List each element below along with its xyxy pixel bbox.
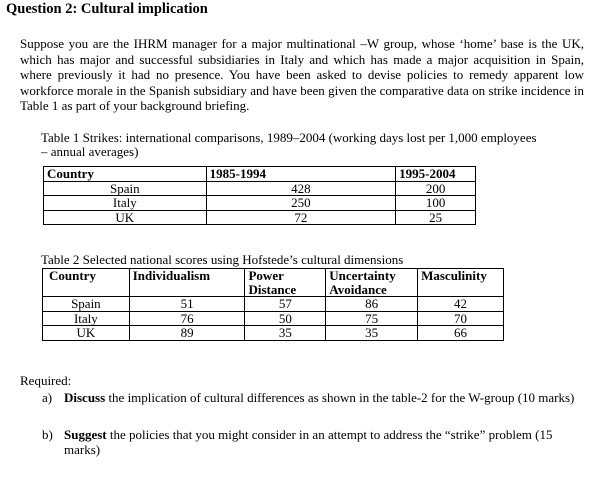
column-header (245, 269, 326, 297)
question-heading: Question 2: Cultural implication (6, 1, 208, 17)
required-label: Required: (20, 373, 72, 388)
column-header: Country (44, 167, 207, 182)
value-cell: 200 (396, 181, 476, 196)
item-verb: Discuss (64, 390, 106, 405)
column-header-line: Power (248, 268, 284, 283)
value-cell: 86 (326, 297, 418, 312)
value-cell: 70 (418, 311, 504, 326)
country-cell: Italy (44, 196, 207, 211)
value-cell: 50 (245, 311, 326, 326)
value-cell: 100 (396, 196, 476, 211)
country-cell: UK (44, 210, 207, 225)
column-header: 1985-1994 (206, 167, 396, 182)
column-header (326, 269, 418, 297)
item-text: the implication of cultural differences as shown in the table-2 for the W-group (10 marks) (105, 390, 575, 405)
column-header-line: Distance (248, 281, 297, 297)
table-header-row (43, 269, 504, 297)
value-cell: 428 (206, 181, 396, 196)
required-item-a (42, 390, 587, 405)
value-cell: 66 (418, 326, 504, 341)
country-cell: Spain (43, 297, 130, 312)
column-header: Individualism (129, 269, 245, 297)
value-cell: 51 (129, 297, 245, 312)
item-verb: Suggest (64, 427, 107, 442)
table-row (44, 196, 476, 211)
column-header-line: Avoidance (329, 281, 387, 297)
country-cell: Spain (44, 181, 207, 196)
required-item-b (42, 427, 587, 457)
value-cell: 35 (245, 326, 326, 341)
value-cell: 25 (396, 210, 476, 225)
value-cell: 89 (129, 326, 245, 341)
table-row (44, 181, 476, 196)
table-row (43, 297, 504, 312)
column-header: Country (43, 269, 130, 297)
table1-caption: Table 1 Strikes: international comparisons, 1989–2004 (working days lost per 1,000 employees – annual averages) (41, 130, 537, 159)
hofstede-table (42, 268, 504, 341)
country-cell: UK (43, 326, 130, 341)
value-cell: 72 (206, 210, 396, 225)
table-header-row (44, 167, 476, 182)
column-header: 1995-2004 (396, 167, 476, 182)
table2-caption: Table 2 Selected national scores using Hofstede’s cultural dimensions (41, 252, 404, 267)
item-marker: b) (42, 427, 53, 442)
item-text: the policies that you might consider in an attempt to address the “strike” problem (15 marks) (64, 427, 553, 457)
scenario-paragraph: Suppose you are the IHRM manager for a major multinational –W group, whose ‘home’ base is the UK, which has major and successful subsidiaries in Italy and which has made a major acquisition in Spain, where previously it had no presence. You have been asked to devise policies to remedy apparent low workforce morale in the Spanish subsidiary and have been given the comparative data on strike incidence in Table 1 as part of your background briefing. (20, 36, 584, 114)
value-cell: 75 (326, 311, 418, 326)
item-marker: a) (42, 390, 53, 405)
value-cell: 35 (326, 326, 418, 341)
table-row (43, 326, 504, 341)
country-cell: Italy (43, 311, 130, 326)
table-row (44, 210, 476, 225)
value-cell: 76 (129, 311, 245, 326)
strikes-table (43, 166, 476, 225)
table-row (43, 311, 504, 326)
value-cell: 57 (245, 297, 326, 312)
column-header-line: Uncertainty (329, 268, 396, 283)
column-header: Masculinity (418, 269, 504, 297)
value-cell: 42 (418, 297, 504, 312)
value-cell: 250 (206, 196, 396, 211)
